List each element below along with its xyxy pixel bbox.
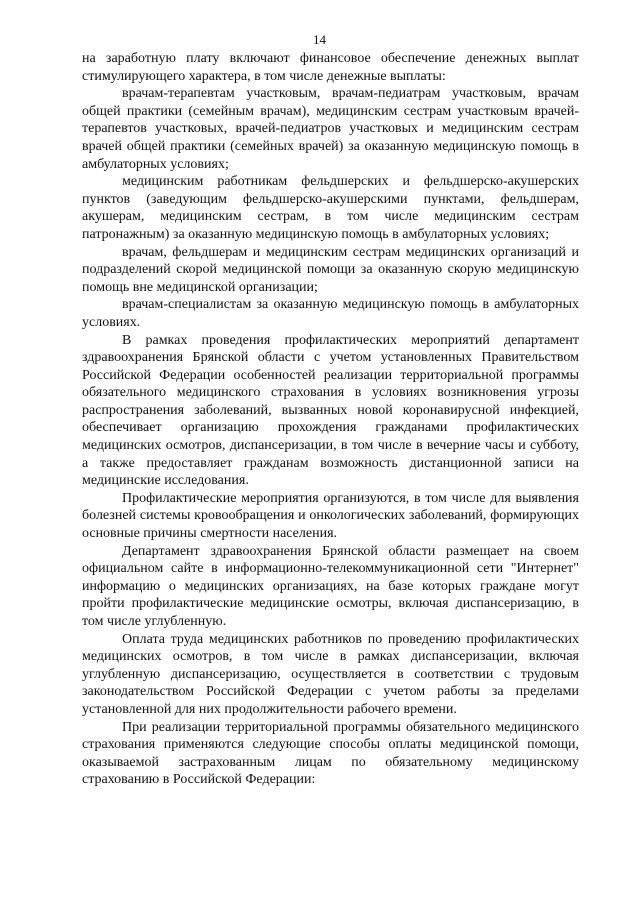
paragraph: При реализации территориальной программы обязательного медицинского страхования применяются следующие способы оплаты медицинской помощи, оказываемой застрахованным лицам по обязательному медицинскому страхованию в Российской Федерации: <box>82 719 579 788</box>
paragraph: на заработную плату включают финансовое обеспечение денежных выплат стимулирующего характера, в том числе денежные выплаты: <box>82 51 579 84</box>
paragraph: врачам, фельдшерам и медицинским сестрам медицинских организаций и подразделений скорой медицинской помощи за оказанную скорую медицинскую помощь вне медицинской организации; <box>82 244 579 295</box>
document-body <box>82 50 579 789</box>
paragraph: врачам-терапевтам участковым, врачам-педиатрам участковым, врачам общей практики (семейным врачам), медицинским сестрам участковым врачей-терапевтов участковых, врачей-педиатров участковых и медицинским сестрам врачей общей практики (семейных врачей) за оказанную медицинскую помощь в амбулаторных условиях; <box>82 86 579 172</box>
paragraph: медицинским работникам фельдшерских и фельдшерско-акушерских пунктов (заведующим фельдшерско-акушерскими пунктами, фельдшерам, акушерам, медицинским сестрам, в том числе медицинским сестрам патронажным) за оказанную медицинскую помощь в амбулаторных условиях; <box>82 174 579 242</box>
paragraph: Профилактические мероприятия организуются, в том числе для выявления болезней системы кровообращения и онкологических заболеваний, формирующих основные причины смертности населения. <box>82 490 579 542</box>
page-number: 14 <box>313 32 326 47</box>
paragraph: Департамент здравоохранения Брянской области размещает на своем официальном сайте в информационно-телекоммуникационной сети "Интернет" информацию о медицинских организациях, на базе которых граждане могут пройти профилактические медицинские осмотры, включая диспансеризацию, в том числе углубленную. <box>82 543 579 629</box>
paragraph: Оплата труда медицинских работников по проведению профилактических медицинских осмотров, в том числе в рамках диспансеризации, включая углубленную диспансеризацию, осуществляется в соответствии с трудовым законодательством Российской Федерации с учетом работы за пределами установленной для них продолжительности рабочего времени. <box>82 631 579 717</box>
paragraph: В рамках проведения профилактических мероприятий департамент здравоохранения Брянской области с учетом установленных Правительством Российской Федерации особенностей реализации территориальной программы обязательного медицинского страхования в условиях возникновения угрозы распространения заболеваний, вызванных новой коронавирусной инфекцией, обеспечивает организацию прохождения гражданами профилактических медицинских осмотров, диспансеризации, в том числе в вечерние часы и субботу, а также предоставляет гражданам возможность дистанционной записи на медицинские исследования. <box>82 332 579 489</box>
paragraph: врачам-специалистам за оказанную медицинскую помощь в амбулаторных условиях. <box>82 297 579 330</box>
